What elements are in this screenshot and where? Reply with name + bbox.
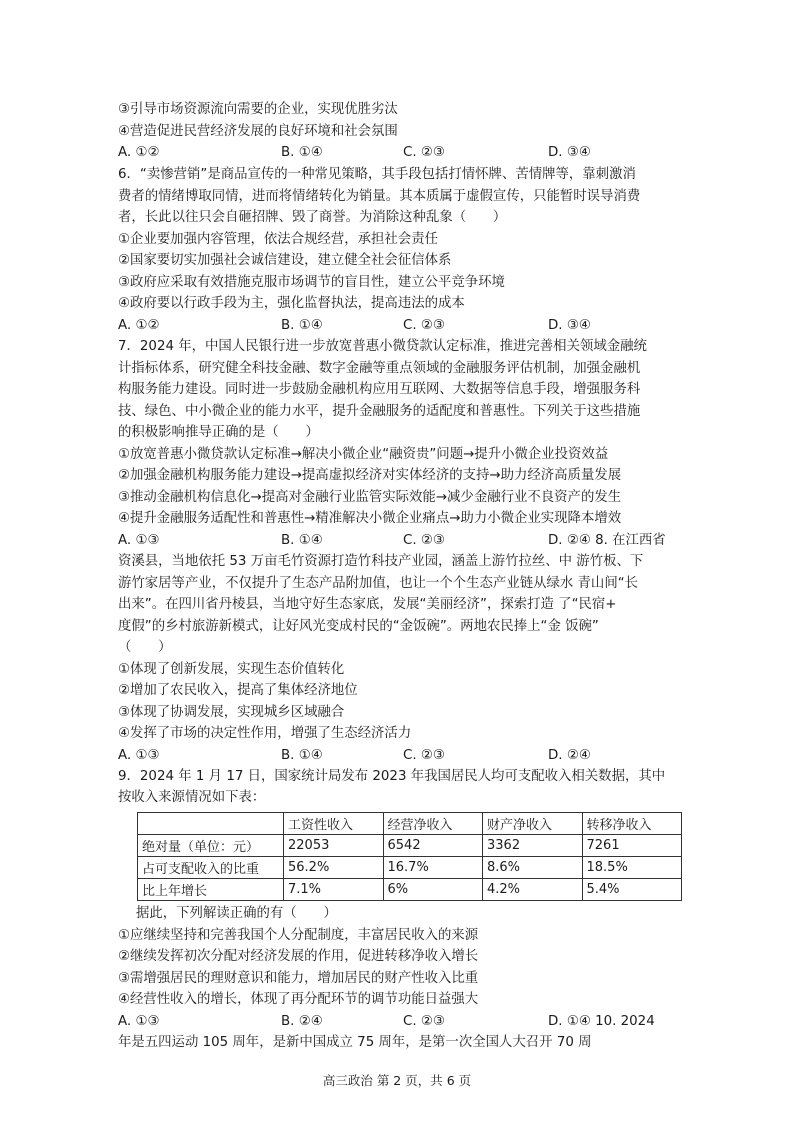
q10-stem-line: 年是五四运动 105 周年，是新中国成立 75 周年，是第一次全国人大召开 70 周	[118, 1035, 592, 1050]
q7-option-b: B. ①④	[281, 533, 323, 548]
q7-stem-line: 计指标体系，研究健全科技金融、数字金融等重点领域的金融服务评估机制，加强金融机	[118, 361, 641, 376]
q5-options	[118, 143, 678, 163]
q7-statement-4: ④提升金融服务适配性和普惠性→精准解决小微企业痛点→助力小微企业实现降本增效	[118, 511, 622, 526]
table-header-cell: 转移净收入	[582, 813, 682, 835]
q9-statement-4: ④经营性收入的增长，体现了再分配环节的调节功能日益强大	[118, 992, 479, 1007]
page-footer: 高三政治 第 2 页，共 6 页	[322, 1073, 472, 1088]
table-cell: 56.2%	[284, 857, 384, 879]
income-table	[137, 812, 682, 901]
table-cell: 18.5%	[582, 857, 682, 879]
table-cell: 比上年增长	[138, 879, 284, 901]
table-header-cell: 财产净收入	[483, 813, 583, 835]
q9-statement-2: ②继续发挥初次分配对经济发展的作用，促进转移净收入增长	[118, 949, 479, 964]
q5-option-d: D. ③④	[548, 145, 591, 160]
q8-options	[118, 746, 678, 766]
table-header-cell: 经营净收入	[383, 813, 483, 835]
q9-option-c: C. ②③	[403, 1014, 445, 1029]
q9-option-d: D. ①④ 10. 2024	[548, 1014, 655, 1029]
q8-option-b: B. ①④	[281, 748, 323, 763]
q8-statement-1: ①体现了创新发展，实现生态价值转化	[118, 662, 345, 677]
q5-statement-4: ④营造促进民营经济发展的良好环境和社会氛围	[118, 124, 398, 139]
q9-stem-line: 按收入来源情况如下表：	[118, 790, 266, 805]
q9-option-a: A. ①③	[118, 1014, 160, 1029]
q8-statement-4: ④发挥了市场的决定性作用，增强了生态经济活力	[118, 726, 412, 741]
q6-statement-2: ②国家要切实加强社会诚信建设，建立健全社会征信体系	[118, 253, 452, 268]
q6-option-c: C. ②③	[403, 318, 445, 333]
table-cell: 6542	[383, 835, 483, 857]
q7-statement-1: ①放宽普惠小微贷款认定标准→解决小微企业“融资贵”问题→提升小微企业投资效益	[118, 447, 609, 462]
q7-statement-2: ②加强金融机构服务能力建设→提高虚拟经济对实体经济的支持→助力经济高质量发展	[118, 468, 622, 483]
q5-statement-3: ③引导市场资源流向需要的企业，实现优胜劣汰	[118, 102, 398, 117]
table-cell: 7.1%	[284, 879, 384, 901]
q7-stem-line: 7．2024 年，中国人民银行进一步放宽普惠小微贷款认定标准，推进完善相关领域金融统	[118, 339, 647, 354]
table-row	[138, 879, 682, 901]
q7-stem-line: 技、绿色、中小微企业的能力水平，提升金融服务的适配度和普惠性。下列关于这些措施	[118, 404, 641, 419]
q7-statement-3: ③推动金融机构信息化→提高对金融行业监管实际效能→减少金融行业不良资产的发生	[118, 490, 622, 505]
q6-option-b: B. ①④	[281, 318, 323, 333]
table-cell: 3362	[483, 835, 583, 857]
q8-stem-line: 资溪县，当地依托 53 万亩毛竹资源打造竹科技产业园，涵盖上游竹拉丝、中 游竹板、下	[118, 554, 644, 569]
q9-statement-3: ③需增强居民的理财意识和能力，增加居民的财产性收入比重	[118, 971, 479, 986]
q8-statement-3: ③体现了协调发展，实现城乡区域融合	[118, 705, 345, 720]
q6-statement-4: ④政府要以行政手段为主，强化监督执法，提高违法的成本	[118, 296, 465, 311]
table-header-cell: 工资性收入	[284, 813, 384, 835]
q7-stem-line: 构服务能力建设。同时进一步鼓励金融机构应用互联网、大数据等信息手段，增强服务科	[118, 382, 641, 397]
q6-stem-line: 者，长此以往只会自砸招牌、毁了商誉。为消除这种乱象（ ）	[118, 210, 507, 225]
q7-option-c: C. ②③	[403, 533, 445, 548]
q6-stem-line: 费者的情绪博取同情，进而将情绪转化为销量。其本质属于虚假宣传，只能暂时误导消费	[118, 189, 641, 204]
table-row	[138, 857, 682, 879]
q8-answer-paren: （ ）	[118, 640, 172, 655]
q5-option-b: B. ①④	[281, 145, 323, 160]
table-header-cell	[138, 813, 284, 835]
q8-option-c: C. ②③	[403, 748, 445, 763]
q7-option-a: A. ①③	[118, 533, 160, 548]
q6-option-d: D. ③④	[548, 318, 591, 333]
q8-stem-line: 游竹家居等产业，不仅提升了生态产品附加值，也让一个个生态产业链从绿水 青山间“长	[118, 576, 639, 591]
q7-options	[118, 531, 678, 551]
q9-option-b: B. ②④	[281, 1014, 323, 1029]
table-cell: 8.6%	[483, 857, 583, 879]
q5-option-c: C. ②③	[403, 145, 445, 160]
q6-statement-3: ③政府应采取有效措施克服市场调节的盲目性，建立公平竞争环境	[118, 275, 505, 290]
q6-options	[118, 316, 678, 336]
q9-statement-1: ①应继续坚持和完善我国个人分配制度，丰富居民收入的来源	[118, 928, 479, 943]
q8-stem-line: 度假”的乡村旅游新模式，让好风光变成村民的“金饭碗”。两地农民捧上“金 饭碗”	[118, 619, 599, 634]
q9-stem-line: 9．2024 年 1 月 17 日，国家统计局发布 2023 年我国居民人均可支配收入相关数据，其中	[118, 769, 666, 784]
table-cell: 22053	[284, 835, 384, 857]
q9-question: 据此，下列解读正确的有（ ）	[136, 906, 337, 921]
table-cell: 4.2%	[483, 879, 583, 901]
q7-option-d: D. ②④ 8. 在江西省	[548, 533, 666, 548]
table-row	[138, 835, 682, 857]
q8-option-d: D. ②④	[548, 748, 591, 763]
q7-stem-line: 的积极影响推导正确的是（ ）	[118, 425, 319, 440]
table-cell: 16.7%	[383, 857, 483, 879]
table-cell: 占可支配收入的比重	[138, 857, 284, 879]
q5-option-a: A. ①②	[118, 145, 160, 160]
table-cell: 5.4%	[582, 879, 682, 901]
table-header-row	[138, 813, 682, 835]
table-cell: 7261	[582, 835, 682, 857]
table-cell: 6%	[383, 879, 483, 901]
q8-stem-line: 出来”。在四川省丹棱县，当地守好生态家底，发展“美丽经济”，探索打造 了“民宿+	[118, 597, 617, 612]
q6-stem-line: 6．“卖惨营销”是商品宣传的一种常见策略，其手段包括打情怀牌、苦情牌等，靠刺激消	[118, 167, 636, 182]
q9-options	[118, 1012, 678, 1032]
q8-option-a: A. ①③	[118, 748, 160, 763]
table-cell: 绝对量（单位：元）	[138, 835, 284, 857]
q6-option-a: A. ①②	[118, 318, 160, 333]
q8-statement-2: ②增加了农民收入，提高了集体经济地位	[118, 683, 358, 698]
q6-statement-1: ①企业要加强内容管理，依法合规经营，承担社会责任	[118, 232, 438, 247]
